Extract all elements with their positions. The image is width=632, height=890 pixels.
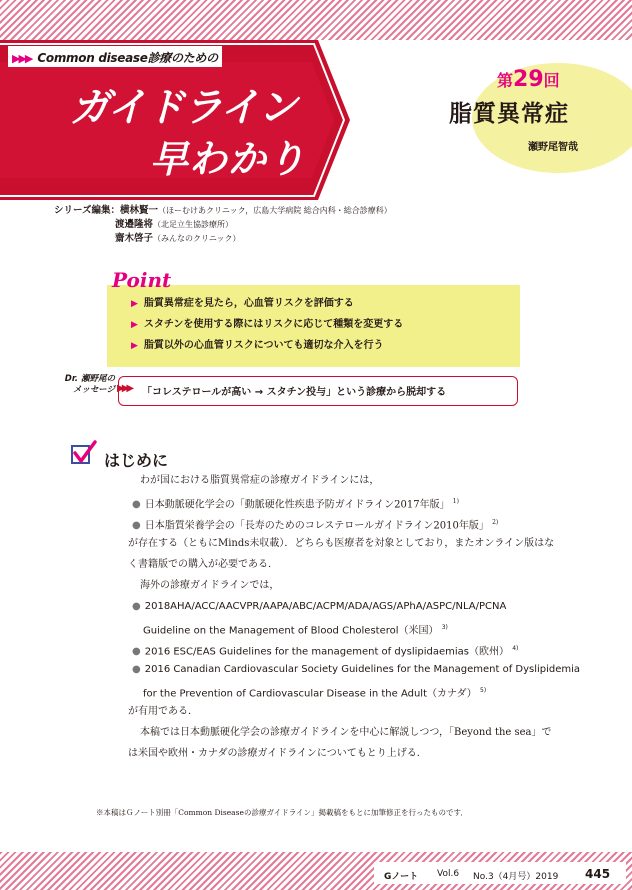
title-line1: ガイドライン — [70, 85, 296, 131]
triangle-bullet-icon: ▶ — [131, 320, 138, 330]
editor-name: 渡邉隆将 — [115, 219, 154, 230]
overseas-intro: 海外の診療ガイドラインでは， — [140, 580, 280, 591]
editor-affiliation: （北足立生協診療所） — [153, 220, 234, 229]
triple-arrow-icon: ▶▶▶ — [12, 52, 32, 65]
paragraph-line: は米国や欧州・カナダの診療ガイドラインについてもとり上げる． — [128, 748, 427, 759]
editor-affiliation: （みんなのクリニック） — [153, 234, 241, 243]
overseas-guideline-item: ● 2016 ESC/EAS Guidelines for the management of dyslipidaemias（欧州） $^{4)}$ — [132, 645, 519, 658]
editors-label: シリーズ編集： — [54, 205, 121, 216]
triangle-bullet-icon: ▶ — [131, 341, 138, 351]
overseas-guideline-item: ● 2018AHA/ACC/AACVPR/AAPA/ABC/ACPM/ADA/AGS/APhA/ASPC/NLA/PCNA — [132, 601, 507, 612]
title-line2: 早わかり — [150, 137, 307, 181]
author: 瀬野尾智哉 — [528, 142, 578, 153]
intro-text: わが国における脂質異常症の診療ガイドラインには， — [140, 475, 380, 486]
paragraph-line: 本稿では日本動脈硬化学会の診療ガイドラインを中心に解説しつつ，「Beyond the sea」で — [140, 727, 552, 738]
series-header — [8, 46, 222, 67]
topic-title: 脂質異常症 — [449, 101, 569, 127]
point-list — [131, 293, 403, 356]
overseas-guideline-item-cont: for the Prevention of Cardiovascular Disease in the Adult（カナダ） $^{5)}$ — [143, 687, 487, 700]
editor-name: 齋木啓子 — [115, 233, 154, 244]
journal-issue: No.3（4月号）2019 — [473, 872, 559, 882]
issue-number: 第29回 — [497, 67, 560, 92]
jp-guideline-item: ● 日本脂質栄養学会の「長寿のためのコレステロールガイドライン2010年版」 $^{2)}$ — [132, 519, 499, 532]
series-editors — [54, 204, 392, 246]
journal-volume: Vol.6 — [437, 869, 460, 879]
triangle-bullet-icon: ▶ — [131, 299, 138, 309]
point-label: Point — [112, 268, 172, 292]
paragraph-line: く書籍版での購入が必要である． — [128, 559, 278, 570]
editor-affiliation: （ほーむけあクリニック，広島大学病院 総合内科・総合診療科） — [158, 206, 392, 215]
series-label: Common disease診療のための — [37, 51, 218, 65]
overseas-guideline-item: ● 2016 Canadian Cardiovascular Society Guidelines for the Management of Dyslipidemia — [132, 664, 581, 675]
point-item: ▶ スタチンを使用する際にはリスクに応じて種類を変更する — [131, 319, 404, 330]
journal-name: Gノート — [384, 872, 419, 882]
message-text: 「コレステロールが高い → スタチン投与」という診療から脱却する — [142, 387, 447, 398]
triple-arrow-icon: ▶▶▶ — [117, 383, 132, 394]
overseas-guideline-item-cont: Guideline on the Management of Blood Cholesterol（米国） $^{3)}$ — [143, 624, 448, 637]
point-item: ▶ 脂質異常症を見たら，心血管リスクを評価する — [131, 298, 354, 309]
checkbox-icon — [70, 440, 98, 466]
message-label: Dr. 瀬野尾の メッセージ — [64, 374, 115, 395]
page-number: 445 — [585, 867, 611, 881]
top-stripe-border — [0, 0, 632, 40]
paragraph-line: が有用である． — [128, 706, 198, 717]
editor-name: 横林賢一 — [120, 205, 159, 216]
footnote: ※本稿はＧノート別冊「Common Diseaseの診療ガイドライン」掲載稿をもとに加筆修正を行ったものです． — [96, 808, 468, 817]
section-heading: はじめに — [104, 451, 169, 470]
point-item: ▶ 脂質以外の心血管リスクについても適切な介入を行う — [131, 340, 384, 351]
paragraph-line: が存在する（ともにMinds未収載）．どちらも医療者を対象としており，またオンライン版はな — [128, 538, 555, 549]
jp-guideline-item: ● 日本動脈硬化学会の「動脈硬化性疾患予防ガイドライン2017年版」 $^{1)}$ — [132, 498, 459, 511]
